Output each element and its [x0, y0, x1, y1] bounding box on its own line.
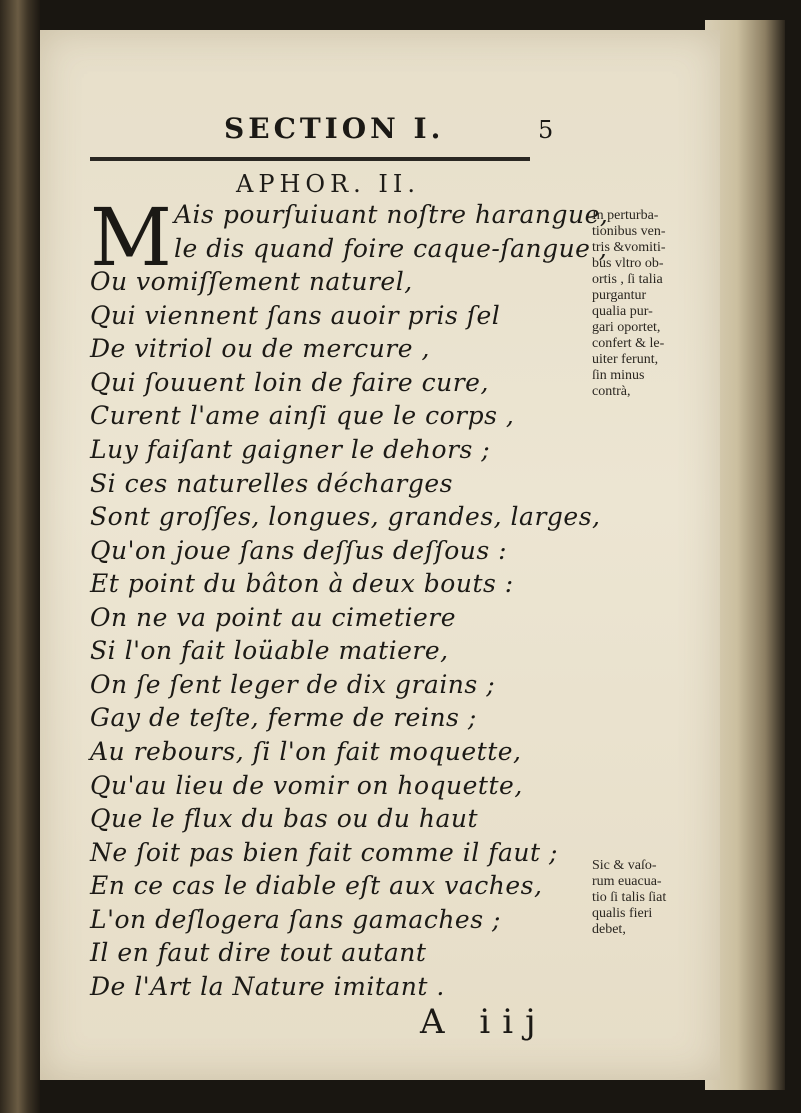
- header-rule: [90, 157, 530, 161]
- signature-mark: A iij: [420, 1002, 548, 1042]
- verse-line: Au rebours, ſi l'on fait moquette,: [90, 737, 522, 767]
- drop-cap: M: [90, 191, 172, 284]
- verse-line: Qui ſouuent loin de faire cure,: [90, 367, 489, 397]
- margin-line: tionibus ven-: [592, 224, 666, 239]
- verse-line: De vitriol ou de mercure ,: [90, 334, 430, 364]
- verse-line: Ais pourſuiuant noſtre harangue,: [174, 200, 609, 229]
- margin-line: purgantur: [592, 288, 647, 303]
- verse-line: On ne va point au cimetiere: [90, 602, 457, 632]
- verse-line: L'on deſlogera ſans gamaches ;: [90, 904, 501, 934]
- margin-note-first: [592, 208, 666, 400]
- verse-line: Curent l'ame ainſi que le corps ,: [90, 401, 515, 431]
- margin-line: In perturba-: [592, 208, 659, 223]
- verse-line: Gay de teſte, ferme de reins ;: [90, 703, 477, 733]
- margin-line: bus vltro ob-: [592, 256, 664, 271]
- verse-line: le dis quand foire caque-ſangue ,: [174, 233, 608, 263]
- verse-line: Qu'on joue ſans deſſus deſſous :: [90, 535, 508, 565]
- margin-line: uiter ferunt,: [592, 352, 659, 367]
- margin-line: rum euacua-: [592, 874, 662, 889]
- margin-line: contrà,: [592, 384, 631, 399]
- verse-line: Si ces naturelles décharges: [90, 468, 453, 498]
- margin-line: tris &vomiti-: [592, 240, 666, 255]
- margin-line: qualis fieri: [592, 906, 653, 921]
- margin-line: gari oportet,: [592, 320, 661, 335]
- verse-line: Et point du bâton à deux bouts :: [90, 569, 514, 599]
- margin-line: ſin minus: [592, 368, 645, 383]
- verse-line: On ſe ſent leger de dix grains ;: [90, 669, 496, 699]
- margin-line: tio ſi talis ſiat: [592, 890, 667, 905]
- page-mark: 5: [538, 116, 554, 144]
- margin-line: ortis , ſi talia: [592, 272, 663, 287]
- verse-line: En ce cas le diable eſt aux vaches,: [90, 871, 543, 901]
- verse-line: Ou vomiſſement naturel,: [90, 267, 413, 297]
- verse-line: Sont groſſes, longues, grandes, larges,: [90, 502, 601, 532]
- book-binding-edge: [0, 0, 40, 1113]
- verse-line: Il en faut dire tout autant: [90, 938, 427, 968]
- verse-line: Qui viennent ſans auoir pris ſel: [90, 300, 501, 330]
- verse-line: De l'Art la Nature imitant .: [90, 972, 445, 1001]
- margin-line: Sic & vaſo-: [592, 858, 657, 873]
- verse-line: Si l'on fait loüable matiere,: [90, 636, 449, 666]
- margin-line: debet,: [592, 922, 626, 937]
- aphorism-title: APHOR. II.: [236, 170, 421, 198]
- verse-line: Qu'au lieu de vomir on hoquette,: [90, 770, 523, 800]
- verse-line: Que le flux du bas ou du haut: [90, 804, 479, 834]
- verse-line: Luy faiſant gaigner le dehors ;: [90, 434, 491, 464]
- margin-line: confert & le-: [592, 336, 665, 351]
- margin-line: qualia pur-: [592, 304, 653, 319]
- verse-line: Ne ſoit pas bien fait comme il faut ;: [90, 837, 558, 867]
- section-header: SECTION I.: [224, 112, 445, 145]
- margin-note-second: [592, 858, 666, 938]
